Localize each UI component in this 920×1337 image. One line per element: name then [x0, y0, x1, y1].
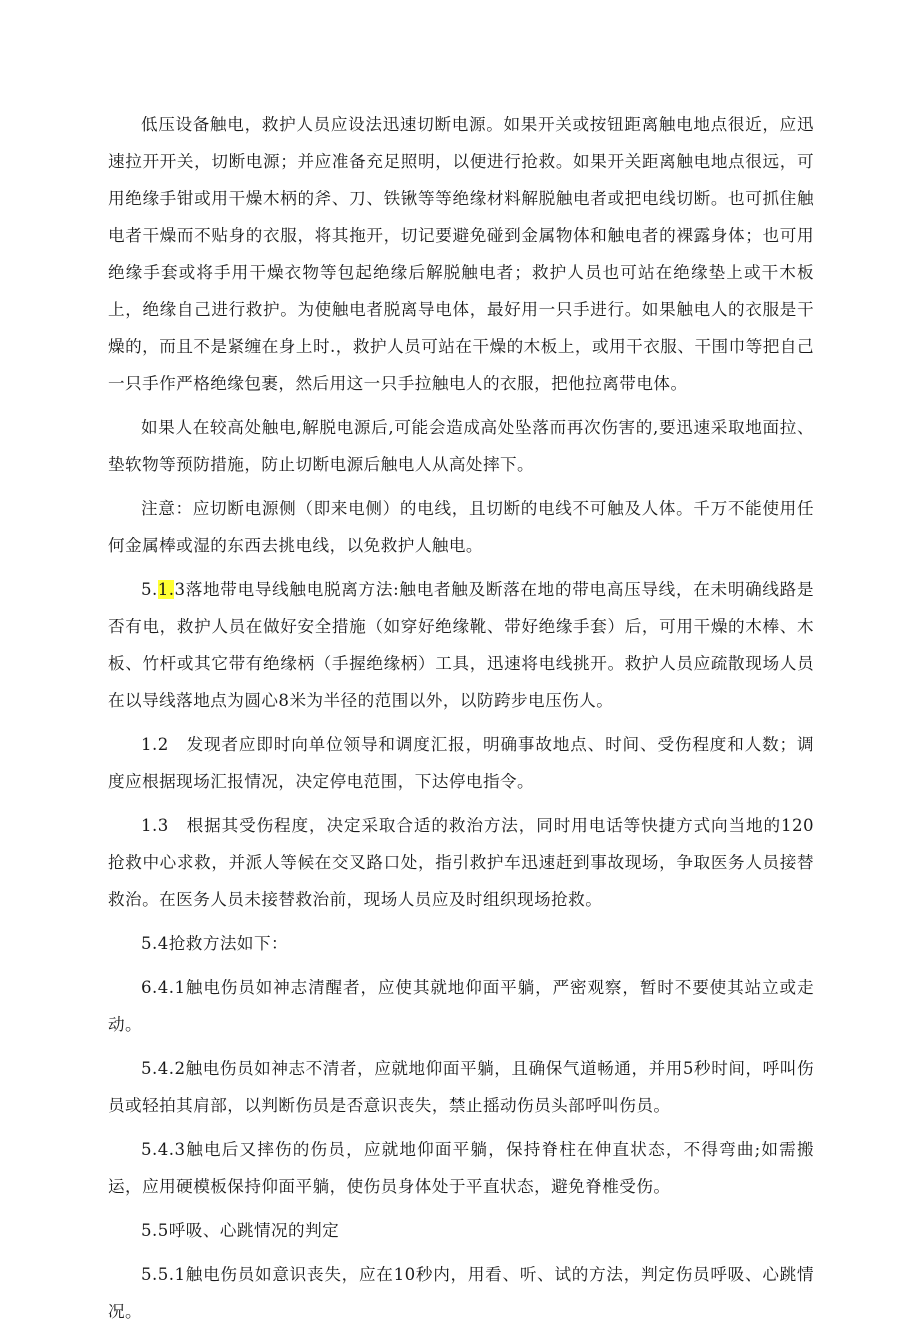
- paragraph-fall-injury: 5.4.3触电后又摔伤的伤员，应就地仰面平躺，保持脊柱在伸直状态，不得弯曲;如需搬运，应用硬模板保持仰面平躺，使伤员身体处于平直状态，避免脊椎受伤。: [108, 1140, 814, 1196]
- paragraph-breathing-heading: 5.5呼吸、心跳情况的判定: [141, 1221, 340, 1240]
- paragraph-breathing-check: 5.5.1触电伤员如意识丧失，应在10秒内，用看、听、试的方法，判定伤员呼吸、心跳情况。: [108, 1265, 814, 1321]
- paragraph-conscious: 6.4.1触电伤员如神志清醒者，应使其就地仰面平躺，严密观察，暂时不要使其站立或走动。: [108, 978, 814, 1034]
- paragraph-unconscious: 5.4.2触电伤员如神志不清者，应就地仰面平躺，且确保气道畅通，并用5秒时间，呼叫伤员或轻拍其肩部，以判断伤员是否意识丧失，禁止摇动伤员头部呼叫伤员。: [108, 1059, 814, 1115]
- paragraph-body: 3落地带电导线触电脱离方法:触电者触及断落在地的带电高压导线，在未明确线路是否有电，救护人员在做好安全措施（如穿好绝缘靴、带好绝缘手套）后，可用干燥的木棒、木板、竹杆或其它带有绝缘柄（手握绝缘柄）工具，迅速将电线挑开。救护人员应疏散现场人员在以导线落地点为圆心8米为半径的范围以外，以防跨步电压伤人。: [108, 580, 814, 710]
- paragraph-report: 1.2 发现者应即时向单位领导和调度汇报，明确事故地点、时间、受伤程度和人数；调度应根据现场汇报情况，决定停电范围，下达停电指令。: [108, 735, 814, 791]
- paragraph-attention: 注意：应切断电源侧（即来电侧）的电线，且切断的电线不可触及人体。千万不能使用任何金属棒或湿的东西去挑电线，以免救护人触电。: [108, 499, 814, 555]
- document-page: [108, 106, 814, 1337]
- paragraph-low-voltage: 低压设备触电，救护人员应设法迅速切断电源。如果开关或按钮距离触电地点很近，应迅速拉开开关，切断电源；并应准备充足照明，以便进行抢救。如果开关距离触电地点很远，可用绝缘手钳或用干燥木柄的斧、刀、铁锹等等绝缘材料解脱触电者或把电线切断。也可抓住触电者干燥而不贴身的衣服，将其拖开，切记要避免碰到金属物体和触电者的裸露身体；也可用绝缘手套或将手用干燥衣物等包起绝缘后解脱触电者；救护人员也可站在绝缘垫上或干木板上，绝缘自己进行救护。为使触电者脱离导电体，最好用一只手进行。如果触电人的衣服是干燥的，而且不是紧缠在身上时.，救护人员可站在干燥的木板上，或用干衣服、干围巾等把自己一只手作严格绝缘包裹，然后用这一只手拉触电人的衣服，把他拉离带电体。: [108, 115, 814, 393]
- paragraph-height-fall: 如果人在较高处触电,解脱电源后,可能会造成高处坠落而再次伤害的,要迅速采取地面拉、垫软物等预防措施，防止切断电源后触电人从高处摔下。: [108, 418, 814, 474]
- section-number-prefix: 5.: [141, 580, 158, 599]
- paragraph-treatment: 1.3 根据其受伤程度，决定采取合适的救治方法，同时用电话等快捷方式向当地的120抢救中心求救，并派人等候在交叉路口处，指引救护车迅速赶到事故现场，争取医务人员接替救治。在医务人员未接替救治前，现场人员应及时组织现场抢救。: [108, 816, 814, 909]
- paragraph-wire-on-ground: [108, 571, 814, 719]
- paragraph-rescue-methods: 5.4抢救方法如下：: [141, 934, 289, 953]
- highlighted-text: 1.: [157, 580, 175, 599]
